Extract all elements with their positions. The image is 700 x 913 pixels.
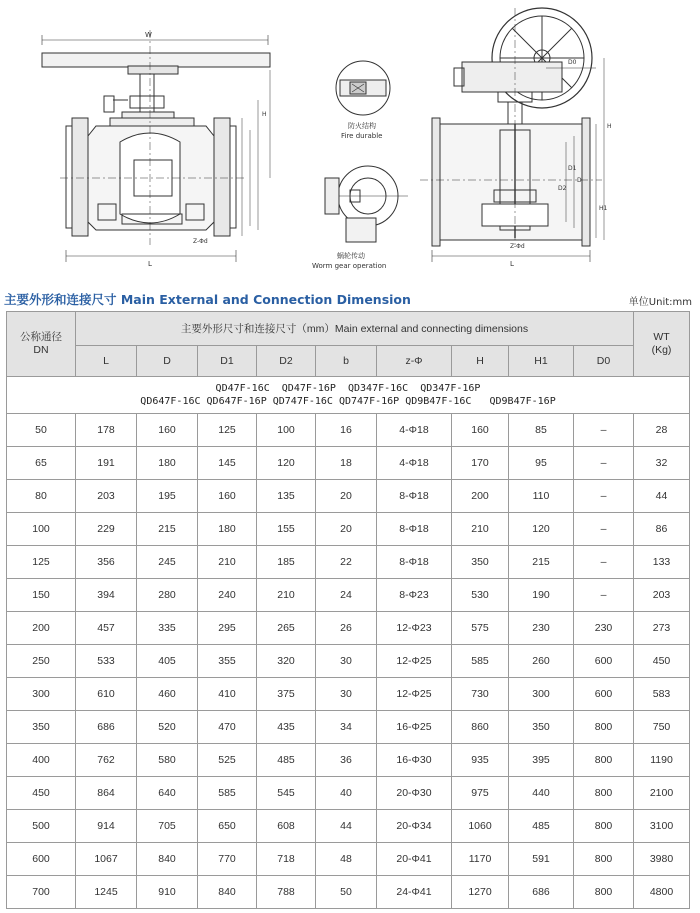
- gear-valve-drawing: [420, 8, 604, 262]
- cell-h1: 120: [509, 513, 574, 546]
- cell-d: 195: [137, 480, 198, 513]
- cell-b: 30: [316, 678, 377, 711]
- cell-d2: 608: [257, 810, 316, 843]
- cell-b: 18: [316, 447, 377, 480]
- cell-d: 215: [137, 513, 198, 546]
- dimension-table: [6, 311, 690, 909]
- cell-d1: 145: [198, 447, 257, 480]
- cell-d: 520: [137, 711, 198, 744]
- cell-dn: 300: [7, 678, 76, 711]
- column-header-d2: D2: [257, 346, 316, 377]
- cell-b: 34: [316, 711, 377, 744]
- column-header-h: H: [452, 346, 509, 377]
- cell-dn: 100: [7, 513, 76, 546]
- cell-d: 840: [137, 843, 198, 876]
- cell-d: 910: [137, 876, 198, 909]
- cell-wt: 1190: [634, 744, 690, 777]
- wt-header-label: WT: [653, 331, 670, 343]
- cell-d2: 545: [257, 777, 316, 810]
- cell-dn: 200: [7, 612, 76, 645]
- cell-d2: 155: [257, 513, 316, 546]
- dim-l-left-label: L: [148, 260, 152, 268]
- cell-d: 580: [137, 744, 198, 777]
- cell-d1: 650: [198, 810, 257, 843]
- cell-l: 191: [76, 447, 137, 480]
- cell-dn: 600: [7, 843, 76, 876]
- cell-h1: 395: [509, 744, 574, 777]
- cell-d2: 100: [257, 414, 316, 447]
- cell-d1: 585: [198, 777, 257, 810]
- cell-b: 22: [316, 546, 377, 579]
- dim-zphi-right-label: Z-Φd: [510, 243, 525, 250]
- table-row: [7, 579, 690, 612]
- cell-d0: 230: [574, 612, 634, 645]
- cell-dn: 500: [7, 810, 76, 843]
- cell-h1: 230: [509, 612, 574, 645]
- cell-l: 1245: [76, 876, 137, 909]
- table-row: [7, 480, 690, 513]
- cell-h1: 300: [509, 678, 574, 711]
- cell-dn: 50: [7, 414, 76, 447]
- cell-d1: 410: [198, 678, 257, 711]
- column-header-d1: D1: [198, 346, 257, 377]
- cell-d0: –: [574, 579, 634, 612]
- cell-d1: 840: [198, 876, 257, 909]
- cell-l: 864: [76, 777, 137, 810]
- cell-d0: 800: [574, 876, 634, 909]
- table-row: [7, 546, 690, 579]
- cell-h: 350: [452, 546, 509, 579]
- dn-header: [7, 312, 76, 377]
- column-header-b: b: [316, 346, 377, 377]
- cell-l: 686: [76, 711, 137, 744]
- cell-d0: 800: [574, 711, 634, 744]
- dim-l-right-label: L: [510, 260, 514, 268]
- cell-z-phi: 8-Φ18: [377, 480, 452, 513]
- worm-gear-cn-label: 蜗轮传动: [337, 252, 365, 260]
- cell-b: 16: [316, 414, 377, 447]
- cell-z-phi: 20-Φ41: [377, 843, 452, 876]
- dim-d2-right-label: D2: [558, 185, 567, 192]
- cell-d1: 160: [198, 480, 257, 513]
- cell-d1: 295: [198, 612, 257, 645]
- cell-l: 914: [76, 810, 137, 843]
- cell-d1: 470: [198, 711, 257, 744]
- cell-b: 40: [316, 777, 377, 810]
- cell-d: 280: [137, 579, 198, 612]
- cell-z-phi: 12-Φ23: [377, 612, 452, 645]
- cell-d2: 788: [257, 876, 316, 909]
- cell-l: 394: [76, 579, 137, 612]
- cell-d2: 435: [257, 711, 316, 744]
- cell-wt: 86: [634, 513, 690, 546]
- cell-d2: 185: [257, 546, 316, 579]
- cell-d: 335: [137, 612, 198, 645]
- table-row: [7, 876, 690, 909]
- cell-h1: 485: [509, 810, 574, 843]
- column-header-l: L: [76, 346, 137, 377]
- lever-valve-drawing: [42, 30, 270, 262]
- cell-d2: 485: [257, 744, 316, 777]
- cell-wt: 3100: [634, 810, 690, 843]
- cell-wt: 133: [634, 546, 690, 579]
- column-header-z-phi: z-Φ: [377, 346, 452, 377]
- cell-h1: 190: [509, 579, 574, 612]
- cell-b: 48: [316, 843, 377, 876]
- dimensions-group-header: 主要外形尺寸和连接尺寸（mm）Main external and connecting dimensions: [76, 312, 634, 346]
- cell-d0: –: [574, 480, 634, 513]
- model-numbers-row: [7, 377, 690, 414]
- cell-h: 975: [452, 777, 509, 810]
- table-row: [7, 447, 690, 480]
- cell-d0: –: [574, 447, 634, 480]
- cell-b: 26: [316, 612, 377, 645]
- cell-h: 210: [452, 513, 509, 546]
- cell-d2: 120: [257, 447, 316, 480]
- cell-wt: 583: [634, 678, 690, 711]
- cell-h: 585: [452, 645, 509, 678]
- cell-wt: 32: [634, 447, 690, 480]
- cell-d1: 210: [198, 546, 257, 579]
- column-header-d: D: [137, 346, 198, 377]
- fire-durable-en-label: Fire durable: [341, 132, 383, 140]
- cell-l: 229: [76, 513, 137, 546]
- cell-dn: 700: [7, 876, 76, 909]
- cell-dn: 400: [7, 744, 76, 777]
- cell-l: 356: [76, 546, 137, 579]
- unit-label: 单位Unit:mm: [628, 297, 692, 308]
- cell-d: 460: [137, 678, 198, 711]
- cell-z-phi: 8-Φ23: [377, 579, 452, 612]
- cell-h1: 110: [509, 480, 574, 513]
- cell-dn: 150: [7, 579, 76, 612]
- cell-dn: 350: [7, 711, 76, 744]
- cell-d0: 800: [574, 810, 634, 843]
- cell-h: 1270: [452, 876, 509, 909]
- cell-b: 20: [316, 513, 377, 546]
- cell-d0: –: [574, 513, 634, 546]
- table-row: [7, 777, 690, 810]
- cell-h: 1060: [452, 810, 509, 843]
- cell-l: 178: [76, 414, 137, 447]
- column-header-d0: D0: [574, 346, 634, 377]
- cell-l: 610: [76, 678, 137, 711]
- cell-z-phi: 4-Φ18: [377, 447, 452, 480]
- table-row: [7, 513, 690, 546]
- cell-d0: –: [574, 546, 634, 579]
- cell-z-phi: 20-Φ30: [377, 777, 452, 810]
- fire-durable-cn-label: 防火结构: [348, 122, 376, 130]
- cell-z-phi: 16-Φ30: [377, 744, 452, 777]
- cell-b: 50: [316, 876, 377, 909]
- dim-h-right-label: H: [607, 123, 612, 130]
- cell-z-phi: 16-Φ25: [377, 711, 452, 744]
- cell-z-phi: 8-Φ18: [377, 546, 452, 579]
- cell-dn: 65: [7, 447, 76, 480]
- dn-header-cn: 公称通径: [20, 331, 62, 343]
- cell-h: 160: [452, 414, 509, 447]
- cell-dn: 80: [7, 480, 76, 513]
- dim-w-label: W: [145, 31, 152, 39]
- cell-h: 1170: [452, 843, 509, 876]
- dim-h1-right-label: H1: [599, 205, 608, 212]
- table-row: [7, 612, 690, 645]
- cell-d2: 135: [257, 480, 316, 513]
- table-row: [7, 810, 690, 843]
- model-numbers-line-1: QD47F-16C QD47F-16P QD347F-16C QD347F-16P: [215, 383, 481, 394]
- cell-wt: 750: [634, 711, 690, 744]
- cell-d2: 320: [257, 645, 316, 678]
- cell-wt: 3980: [634, 843, 690, 876]
- cell-d: 405: [137, 645, 198, 678]
- cell-b: 20: [316, 480, 377, 513]
- section-title: 主要外形和连接尺寸 Main External and Connection Dimension: [4, 292, 411, 307]
- cell-d0: 600: [574, 645, 634, 678]
- cell-h: 860: [452, 711, 509, 744]
- cell-z-phi: 4-Φ18: [377, 414, 452, 447]
- cell-d2: 718: [257, 843, 316, 876]
- dim-h-left-label: H: [262, 111, 267, 118]
- cell-wt: 44: [634, 480, 690, 513]
- dim-zphi-left-label: Z-Φd: [193, 238, 208, 245]
- dim-d0-right-label: D0: [568, 59, 577, 66]
- model-numbers-line-2: QD647F-16C QD647F-16P QD747F-16C QD747F-16P QD9B47F-16C QD9B47F-16P: [140, 396, 556, 407]
- cell-h: 730: [452, 678, 509, 711]
- cell-h: 935: [452, 744, 509, 777]
- cell-d: 640: [137, 777, 198, 810]
- cell-d1: 240: [198, 579, 257, 612]
- cell-d1: 125: [198, 414, 257, 447]
- column-header-h1: H1: [509, 346, 574, 377]
- table-row: [7, 843, 690, 876]
- cell-dn: 250: [7, 645, 76, 678]
- fire-durable-detail: [336, 61, 390, 115]
- table-row: [7, 678, 690, 711]
- cell-z-phi: 12-Φ25: [377, 678, 452, 711]
- cell-h: 575: [452, 612, 509, 645]
- cell-d1: 525: [198, 744, 257, 777]
- cell-l: 762: [76, 744, 137, 777]
- cell-d2: 265: [257, 612, 316, 645]
- cell-h1: 95: [509, 447, 574, 480]
- cell-wt: 2100: [634, 777, 690, 810]
- cell-z-phi: 8-Φ18: [377, 513, 452, 546]
- dim-d-right-label: D: [577, 177, 582, 184]
- cell-d0: 800: [574, 843, 634, 876]
- table-row: [7, 744, 690, 777]
- cell-d0: 800: [574, 744, 634, 777]
- cell-d0: –: [574, 414, 634, 447]
- cell-z-phi: 12-Φ25: [377, 645, 452, 678]
- cell-b: 30: [316, 645, 377, 678]
- cell-wt: 203: [634, 579, 690, 612]
- cell-l: 533: [76, 645, 137, 678]
- cell-h: 530: [452, 579, 509, 612]
- table-row: [7, 711, 690, 744]
- cell-d: 180: [137, 447, 198, 480]
- cell-l: 457: [76, 612, 137, 645]
- cell-h1: 85: [509, 414, 574, 447]
- cell-b: 24: [316, 579, 377, 612]
- cell-dn: 125: [7, 546, 76, 579]
- cell-d2: 375: [257, 678, 316, 711]
- cell-b: 36: [316, 744, 377, 777]
- cell-wt: 28: [634, 414, 690, 447]
- dim-d1-right-label: D1: [568, 165, 577, 172]
- cell-l: 1067: [76, 843, 137, 876]
- cell-wt: 273: [634, 612, 690, 645]
- cell-d1: 355: [198, 645, 257, 678]
- cell-l: 203: [76, 480, 137, 513]
- cell-d: 160: [137, 414, 198, 447]
- table-row: [7, 645, 690, 678]
- table-row: [7, 414, 690, 447]
- technical-drawing: [0, 0, 700, 285]
- cell-h1: 260: [509, 645, 574, 678]
- worm-gear-detail: [325, 166, 408, 242]
- cell-h1: 591: [509, 843, 574, 876]
- cell-d: 245: [137, 546, 198, 579]
- cell-z-phi: 24-Φ41: [377, 876, 452, 909]
- cell-d0: 600: [574, 678, 634, 711]
- cell-h1: 440: [509, 777, 574, 810]
- cell-dn: 450: [7, 777, 76, 810]
- cell-d1: 180: [198, 513, 257, 546]
- wt-header-unit: (Kg): [651, 344, 672, 356]
- cell-h1: 350: [509, 711, 574, 744]
- cell-d: 705: [137, 810, 198, 843]
- cell-h1: 215: [509, 546, 574, 579]
- cell-d1: 770: [198, 843, 257, 876]
- cell-d0: 800: [574, 777, 634, 810]
- cell-h1: 686: [509, 876, 574, 909]
- cell-b: 44: [316, 810, 377, 843]
- cell-z-phi: 20-Φ34: [377, 810, 452, 843]
- dn-header-en: DN: [33, 344, 49, 356]
- cell-h: 200: [452, 480, 509, 513]
- model-numbers-cell: [7, 377, 690, 414]
- cell-h: 170: [452, 447, 509, 480]
- cell-wt: 4800: [634, 876, 690, 909]
- cell-wt: 450: [634, 645, 690, 678]
- wt-header: [634, 312, 690, 377]
- cell-d2: 210: [257, 579, 316, 612]
- worm-gear-en-label: Worm gear operation: [312, 262, 387, 270]
